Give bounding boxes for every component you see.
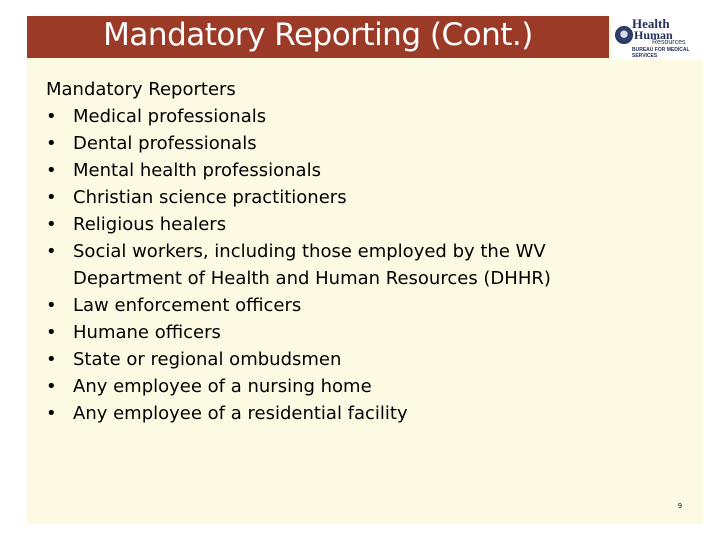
list-item-text: Humane officers [73, 322, 221, 343]
list-item [46, 211, 646, 238]
list-item-text: Dental professionals [73, 133, 257, 154]
list-item-text: Medical professionals [73, 106, 267, 127]
bullet-icon: • [46, 295, 57, 316]
reporters-list [46, 103, 646, 427]
list-item [46, 130, 646, 157]
logo-resources-text: Resources [652, 39, 686, 46]
list-item-text: Any employee of a residential facility [73, 403, 408, 424]
list-item-text: Social workers, including those employed by the WV Department of Health and Human Resources (DHHR) [73, 241, 551, 289]
list-item-text: State or regional ombudsmen [73, 349, 342, 370]
list-item [46, 292, 646, 319]
section-heading: Mandatory Reporters [46, 79, 236, 100]
logo-human-text: Human [634, 28, 673, 42]
wv-state-seal-icon [615, 26, 633, 44]
page-number: 9 [678, 503, 682, 510]
slide-body [46, 76, 646, 427]
list-item [46, 157, 646, 184]
bullet-icon: • [46, 241, 57, 262]
list-item [46, 400, 646, 427]
list-item [46, 184, 646, 211]
bullet-icon: • [46, 403, 57, 424]
list-item [46, 319, 646, 346]
list-item [46, 373, 646, 400]
bullet-icon: • [46, 187, 57, 208]
logo-bureau-text: BUREAU FOR MEDICAL SERVICES [632, 47, 690, 59]
dhhr-logo [612, 2, 703, 60]
bullet-icon: • [46, 376, 57, 397]
bullet-icon: • [46, 160, 57, 181]
bullet-icon: • [46, 133, 57, 154]
list-item-text: Religious healers [73, 214, 227, 235]
title-bar [27, 16, 609, 58]
bullet-icon: • [46, 106, 57, 127]
list-item-text: Any employee of a nursing home [73, 376, 372, 397]
list-item [46, 103, 646, 130]
list-item [46, 346, 646, 373]
slide-title: Mandatory Reporting (Cont.) [103, 17, 533, 53]
bullet-icon: • [46, 214, 57, 235]
bullet-icon: • [46, 322, 57, 343]
list-item [46, 238, 646, 292]
list-item-text: Mental health professionals [73, 160, 321, 181]
list-item-text: Law enforcement officers [73, 295, 302, 316]
logo-health-text: Health [632, 16, 670, 31]
bullet-icon: • [46, 349, 57, 370]
list-item-text: Christian science practitioners [73, 187, 347, 208]
